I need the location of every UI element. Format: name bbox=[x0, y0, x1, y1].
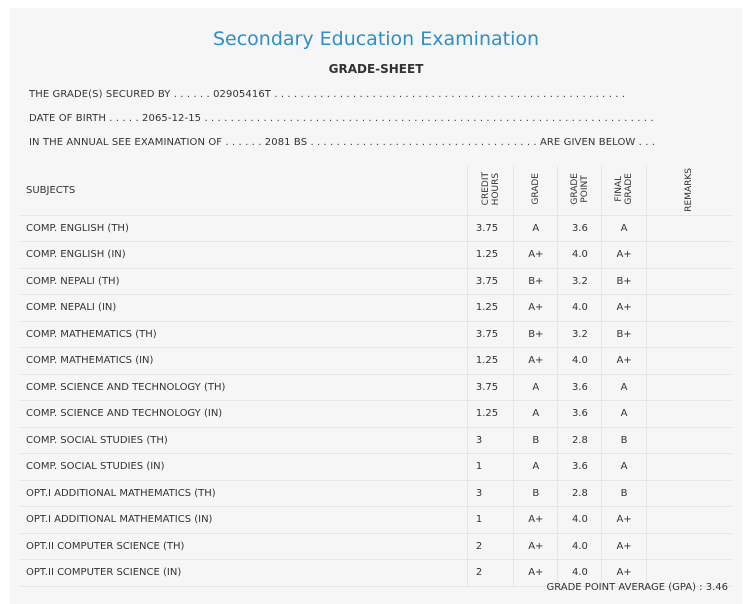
credit-hours-cell: 3 bbox=[467, 427, 513, 454]
grade-point-cell: 4.0 bbox=[558, 507, 602, 534]
grade-cell: B bbox=[514, 480, 558, 507]
credit-hours-cell: 1.25 bbox=[467, 401, 513, 428]
subject-cell: COMP. MATHEMATICS (IN) bbox=[20, 348, 467, 375]
grades-table bbox=[20, 166, 732, 587]
grade-cell: A+ bbox=[514, 348, 558, 375]
header-remarks bbox=[646, 166, 732, 215]
remarks-cell bbox=[646, 242, 732, 269]
grade-point-cell: 4.0 bbox=[558, 348, 602, 375]
credit-hours-cell: 1 bbox=[467, 454, 513, 481]
table-row bbox=[20, 454, 732, 481]
header-grade-point-label: GRADE POINT bbox=[569, 173, 590, 205]
header-grade-point bbox=[558, 166, 602, 215]
table-row bbox=[20, 268, 732, 295]
remarks-cell bbox=[646, 215, 732, 242]
table-row bbox=[20, 480, 732, 507]
subject-cell: COMP. SCIENCE AND TECHNOLOGY (IN) bbox=[20, 401, 467, 428]
grade-sheet-heading: GRADE-SHEET bbox=[328, 62, 424, 76]
grade-point-cell: 3.2 bbox=[558, 321, 602, 348]
info-label-secured-by: THE GRADE(S) SECURED BY . . . . . . bbox=[29, 89, 210, 100]
table-row bbox=[20, 348, 732, 375]
table-row bbox=[20, 215, 732, 242]
exam-year: 2081 BS bbox=[264, 137, 308, 148]
grade-cell: B bbox=[514, 427, 558, 454]
remarks-cell bbox=[646, 507, 732, 534]
final-grade-cell: A+ bbox=[602, 242, 646, 269]
grade-point-cell: 3.6 bbox=[558, 401, 602, 428]
final-grade-cell: A+ bbox=[602, 507, 646, 534]
credit-hours-cell: 3.75 bbox=[467, 215, 513, 242]
grade-sheet bbox=[10, 8, 742, 604]
info-label-exam: IN THE ANNUAL SEE EXAMINATION OF . . . . . . bbox=[29, 137, 262, 148]
credit-hours-cell: 2 bbox=[467, 533, 513, 560]
credit-hours-cell: 1.25 bbox=[467, 242, 513, 269]
remarks-cell bbox=[646, 533, 732, 560]
grade-cell: B+ bbox=[514, 321, 558, 348]
grade-point-cell: 2.8 bbox=[558, 427, 602, 454]
header-final-grade-label: FINAL GRADE bbox=[614, 173, 635, 205]
remarks-cell bbox=[646, 268, 732, 295]
final-grade-cell: A bbox=[602, 215, 646, 242]
final-grade-cell: B bbox=[602, 427, 646, 454]
info-line-exam bbox=[29, 137, 655, 148]
grade-point-cell: 3.6 bbox=[558, 215, 602, 242]
gpa-value: 3.46 bbox=[705, 582, 728, 593]
grade-point-cell: 4.0 bbox=[558, 242, 602, 269]
final-grade-cell: A bbox=[602, 401, 646, 428]
subject-cell: COMP. NEPALI (IN) bbox=[20, 295, 467, 322]
table-row bbox=[20, 507, 732, 534]
gpa-summary bbox=[546, 582, 728, 593]
grade-cell: A+ bbox=[514, 533, 558, 560]
info-dots: . . . . . . . . . . . . . . . . . . . . . . . . . . . . . . . . . . . . . . . . . . . . . . . . . . . . . . . . . . . . . . . . . . . . . bbox=[204, 113, 654, 124]
table-header-row bbox=[20, 166, 732, 215]
symbol-number: 02905416T bbox=[213, 89, 271, 100]
grade-cell: A+ bbox=[514, 242, 558, 269]
remarks-cell bbox=[646, 374, 732, 401]
credit-hours-cell: 3.75 bbox=[467, 374, 513, 401]
header-grade-label: GRADE bbox=[530, 173, 541, 205]
header-credit-hours bbox=[467, 166, 513, 215]
final-grade-cell: A+ bbox=[602, 560, 646, 587]
grade-cell: A bbox=[514, 215, 558, 242]
grade-point-cell: 4.0 bbox=[558, 295, 602, 322]
header-grade bbox=[514, 166, 558, 215]
info-line-dob bbox=[29, 113, 654, 124]
subject-cell: COMP. SOCIAL STUDIES (TH) bbox=[20, 427, 467, 454]
remarks-cell bbox=[646, 401, 732, 428]
remarks-cell bbox=[646, 348, 732, 375]
subject-cell: COMP. NEPALI (TH) bbox=[20, 268, 467, 295]
header-credit-hours-label: CREDIT HOURS bbox=[480, 172, 501, 206]
grade-cell: A+ bbox=[514, 560, 558, 587]
remarks-cell bbox=[646, 295, 732, 322]
final-grade-cell: A+ bbox=[602, 295, 646, 322]
subject-cell: OPT.II COMPUTER SCIENCE (TH) bbox=[20, 533, 467, 560]
header-subjects: SUBJECTS bbox=[20, 166, 467, 215]
grade-point-cell: 2.8 bbox=[558, 480, 602, 507]
grade-point-cell: 4.0 bbox=[558, 560, 602, 587]
grade-point-cell: 3.6 bbox=[558, 454, 602, 481]
final-grade-cell: A bbox=[602, 454, 646, 481]
subject-cell: COMP. SOCIAL STUDIES (IN) bbox=[20, 454, 467, 481]
subject-cell: OPT.I ADDITIONAL MATHEMATICS (IN) bbox=[20, 507, 467, 534]
grade-point-cell: 3.2 bbox=[558, 268, 602, 295]
final-grade-cell: A+ bbox=[602, 348, 646, 375]
subject-cell: OPT.II COMPUTER SCIENCE (IN) bbox=[20, 560, 467, 587]
final-grade-cell: B+ bbox=[602, 321, 646, 348]
table-row bbox=[20, 374, 732, 401]
grade-point-cell: 3.6 bbox=[558, 374, 602, 401]
final-grade-cell: A bbox=[602, 374, 646, 401]
subject-cell: COMP. ENGLISH (TH) bbox=[20, 215, 467, 242]
credit-hours-cell: 2 bbox=[467, 560, 513, 587]
info-dots: . . . . . . . . . . . . . . . . . . . . . . . . . . . . . . . . . . . . . . . . . . . . . . . . . . . . . . bbox=[274, 89, 626, 100]
credit-hours-cell: 3.75 bbox=[467, 321, 513, 348]
remarks-cell bbox=[646, 321, 732, 348]
remarks-cell bbox=[646, 480, 732, 507]
subject-cell: OPT.I ADDITIONAL MATHEMATICS (TH) bbox=[20, 480, 467, 507]
grade-cell: A bbox=[514, 454, 558, 481]
page-title: Secondary Education Examination bbox=[212, 28, 540, 50]
info-line-student bbox=[29, 89, 625, 100]
info-given-below: . . . . . . . . . . . . . . . . . . . . . . . . . . . . . . . . . . . ARE GIVEN BELOW . . . bbox=[310, 137, 656, 148]
grade-cell: A bbox=[514, 401, 558, 428]
subject-cell: COMP. ENGLISH (IN) bbox=[20, 242, 467, 269]
grade-cell: A+ bbox=[514, 507, 558, 534]
subject-cell: COMP. SCIENCE AND TECHNOLOGY (TH) bbox=[20, 374, 467, 401]
grade-cell: B+ bbox=[514, 268, 558, 295]
table-row bbox=[20, 401, 732, 428]
header-final-grade bbox=[602, 166, 646, 215]
credit-hours-cell: 1.25 bbox=[467, 348, 513, 375]
gpa-label: GRADE POINT AVERAGE (GPA) : bbox=[546, 582, 703, 593]
info-label-dob: DATE OF BIRTH . . . . . bbox=[29, 113, 139, 124]
final-grade-cell: B+ bbox=[602, 268, 646, 295]
table-row bbox=[20, 427, 732, 454]
remarks-cell bbox=[646, 454, 732, 481]
remarks-cell bbox=[646, 427, 732, 454]
grade-point-cell: 4.0 bbox=[558, 533, 602, 560]
table-row bbox=[20, 295, 732, 322]
header-remarks-label: REMARKS bbox=[684, 168, 695, 212]
credit-hours-cell: 3 bbox=[467, 480, 513, 507]
final-grade-cell: B bbox=[602, 480, 646, 507]
table-row bbox=[20, 321, 732, 348]
grade-cell: A+ bbox=[514, 295, 558, 322]
table-row bbox=[20, 533, 732, 560]
credit-hours-cell: 3.75 bbox=[467, 268, 513, 295]
final-grade-cell: A+ bbox=[602, 533, 646, 560]
credit-hours-cell: 1.25 bbox=[467, 295, 513, 322]
grade-cell: A bbox=[514, 374, 558, 401]
table-row bbox=[20, 242, 732, 269]
subject-cell: COMP. MATHEMATICS (TH) bbox=[20, 321, 467, 348]
date-of-birth: 2065-12-15 bbox=[142, 113, 202, 124]
credit-hours-cell: 1 bbox=[467, 507, 513, 534]
